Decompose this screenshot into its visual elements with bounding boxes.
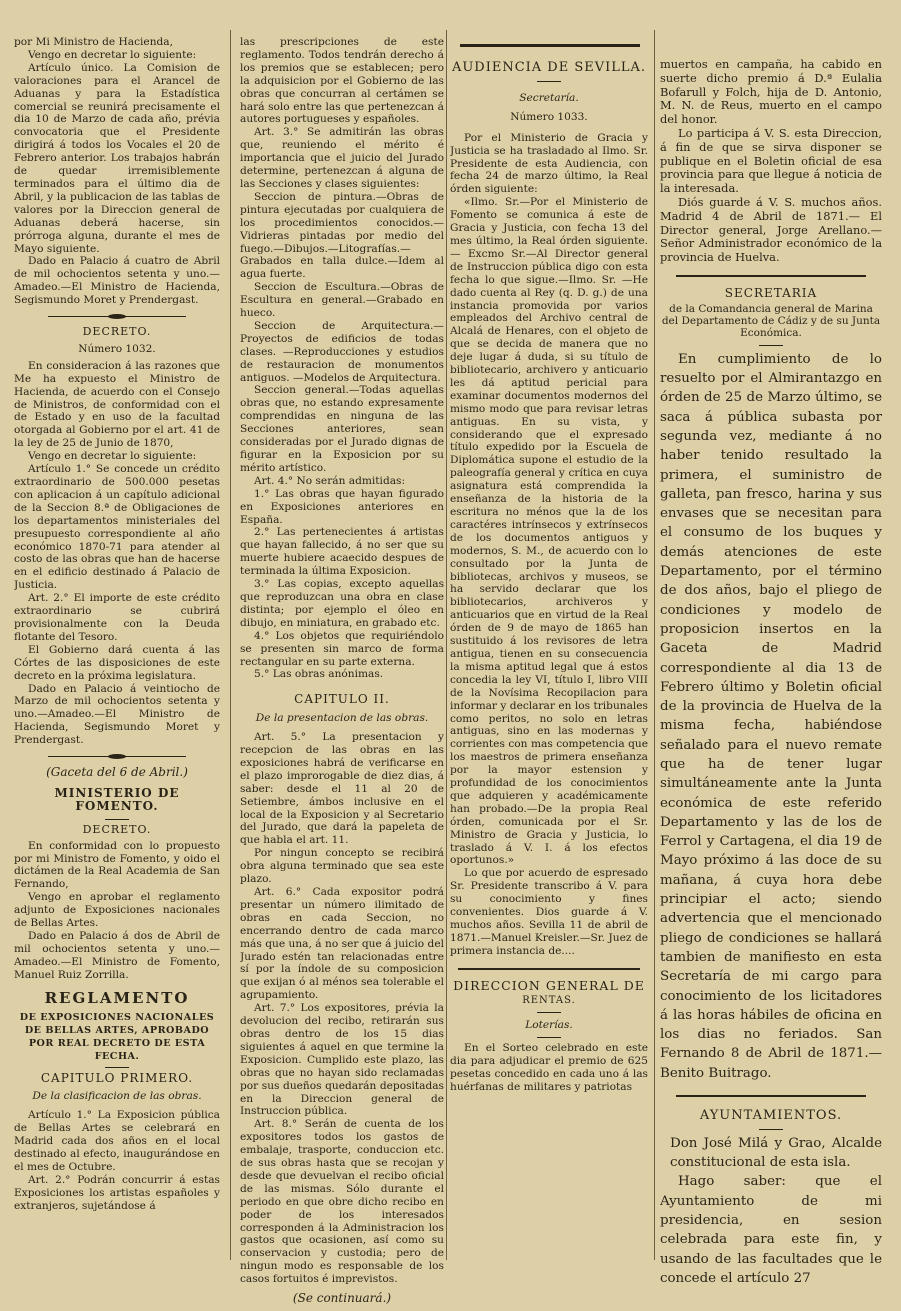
paragraph: Por ningun concepto se recibirá obra alguna terminado que sea este plazo. xyxy=(240,847,444,886)
paragraph: Vengo en aprobar el reglamento adjunto de Exposiciones nacionales de Bellas Artes. xyxy=(14,891,220,930)
paragraph: En cumplimiento de lo resuelto por el Almirantazgo en órden de 25 de Marzo último, se saca á pública subasta por segunda vez, mediante á no haber tenido resultado la primera, el suministro de galleta, pan fresco, harina y sus envases que se necesitan para el consumo de los buques y demás atenciones de este Departamento, por el término de dos años, bajo el pliego de condiciones y modelo de proposicion insertos en la Gaceta de Madrid correspondiente al dia 13 de Febrero último y Boletin oficial de la provincia de Huelva de la misma fecha, habiéndose señalado para el nuevo remate que ha de tener lugar simultáneamente ante la Junta económica de este referido Departamento y las de los de Ferrol y Cartagena, el dia 19 de Mayo próximo á las doce de su mañana, á cuya hora debe principiar el acto; siendo advertencia que el mencionado pliego de condiciones se hallará tambien de manifiesto en esta Secretaría de mi cargo para conocimiento de los licitadores á las horas hábiles de oficina en los dias no feriados. San Fernando 8 de Abril de 1871.—Benito Buitrago. xyxy=(660,351,882,1081)
paragraph: 4.° Los objetos que requiriéndolo se presenten sin marco de forma rectangular en su parte externa. xyxy=(240,629,444,668)
chapter-subheading: De la clasificacion de las obras. xyxy=(32,1090,202,1103)
chapter-heading: CAPITULO II. xyxy=(294,692,390,707)
section-heading: DECRETO. xyxy=(82,822,152,836)
decree-number: Número 1033. xyxy=(510,110,588,123)
section-rule xyxy=(676,275,866,277)
section-subheading: Loterías. xyxy=(525,1018,573,1031)
paragraph: las prescripciones de este reglamento. Todos tendrán derecho á los premios que se establecen; pero la adquisicion por el Gobierno de las obras que concurran al certámen se hará solo entre las que pertenezcan á autores portugueses y españoles. xyxy=(240,36,444,126)
paragraph: Lo participa á V. S. esta Direccion, á fin de que se sirva disponer se publique en el Boletin oficial de esa provincia para que llegue á noticia de la interesada. xyxy=(660,125,882,196)
section-rule xyxy=(458,968,640,970)
paragraph: Seccion de Arquitectura.—Proyectos de edificios de todas clases. —Reproducciones y estudios de restauracion de monumentos antiguos. —Modelos de Arquitectura. xyxy=(240,319,444,384)
paragraph: Art. 4.° No serán admitidas: xyxy=(254,474,406,487)
column-4 xyxy=(660,58,882,1288)
paragraph: Art. 5.° La presentacion y recepcion de las obras en las exposiciones habrá de verificarse en el plazo improrogable de diez dias, á saber: desde el 11 al 20 de Setiembre, ámbos inclusive en el local de la Exposicion y al Secretario del Jurado, que dará la papeleta de que habla el art. 11. xyxy=(240,731,444,847)
short-rule xyxy=(105,819,129,820)
paragraph: Art. 7.° Los expositores, prévia la devolucion del recibo, retirarán sus obras dentro de los 15 dias siguientes á aquel en que termine la Exposicion. Cumplido este plazo, las obras que no hayan sido reclamadas por sus dueños quedarán depositadas en la Direccion general de Instruccion pública. xyxy=(240,1002,444,1118)
paragraph: En conformidad con lo propuesto por mi Ministro de Fomento, y oido el dictámen de la Real Academia de San Fernando, xyxy=(14,839,220,891)
column-3 xyxy=(450,56,648,1094)
paragraph: Dado en Palacio á cuatro de Abril de mil ochocientos setenta y uno.— Amadeo.—El Ministro de Hacienda, Segismundo Moret y Prendergast. xyxy=(14,255,220,307)
paragraph: Diós guarde á V. S. muchos años. Madrid 4 de Abril de 1871.— El Director general, Jorge Arellano.—Señor Administrador económico de la provincia de Huelva. xyxy=(660,194,882,265)
section-rule xyxy=(676,1095,866,1097)
paragraph: 1.° Las obras que hayan figurado en Exposiciones anteriores en España. xyxy=(240,487,444,526)
section-heading: DIRECCION GENERAL DE xyxy=(453,977,645,993)
paragraph: Vengo en decretar lo siguiente: xyxy=(28,450,197,463)
column-1 xyxy=(14,36,220,1213)
paragraph: Por el Ministerio de Gracia y Justicia se ha trasladado al Ilmo. Sr. Presidente de esta Audiencia, con fecha 24 de marzo último, la Real órden siguiente: xyxy=(450,131,648,196)
regulation-subtitle: DE EXPOSICIONES NACIONALES DE BELLAS ARTES, APROBADO POR REAL DECRETO DE ESTA FECHA. xyxy=(19,1011,215,1062)
paragraph: Dado en Palacio á veintiocho de Marzo de mil ochocientos setenta y uno.—Amadeo.—El Ministro de Hacienda, Segismundo Moret y Prendergast. xyxy=(14,682,220,747)
column-2 xyxy=(240,36,444,1311)
paragraph: Lo que por acuerdo de espresado Sr. Presidente transcribo á V. para su conocimiento y fines convenientes. Dios guarde á V. muchos años. Sevilla 11 de abril de 1871.—Manuel Kreisler.—Sr. Juez de primera instancia de.... xyxy=(450,867,648,957)
paragraph: Don José Milá y Grao, Alcalde constitucional de esta isla. xyxy=(670,1135,882,1171)
continuation-note: (Se continuará.) xyxy=(292,1291,392,1306)
short-rule xyxy=(537,1012,561,1013)
short-rule xyxy=(759,1129,783,1130)
chapter-subheading: De la presentacion de las obras. xyxy=(255,712,429,725)
short-rule xyxy=(759,345,783,346)
section-heading: RENTAS. xyxy=(522,994,576,1006)
regulation-title: REGLAMENTO xyxy=(44,988,190,1007)
paragraph: El Gobierno dará cuenta á las Córtes de las disposiciones de este decreto en la próxima legislatura. xyxy=(14,643,220,682)
section-heading: MINISTERIO DE FOMENTO. xyxy=(54,785,180,813)
paragraph: Art. 8.° Serán de cuenta de los expositores todos los gastos de embalaje, trasporte, conduccion etc. de sus obras hasta que se recojan y desde que devuelvan el recibo oficial de las mismas. Sólo durante el periodo en que obre dicho recibo en poder de los interesados corresponden á la Administracion los gastos que ocasionen, así como su conservacion y custodia; pero de ningun modo es responsable de los casos fortuitos é imprevistos. xyxy=(240,1118,444,1286)
paragraph: Art. 2.° Podrán concurrir á estas Exposiciones los artistas españoles y extranjeros, sujetándose á xyxy=(14,1173,220,1212)
decree-number: Número 1032. xyxy=(78,342,156,355)
paragraph: 3.° Las copias, excepto aquellas que reproduzcan una obra en clase distinta; por ejemplo el óleo en dibujo, en miniatura, en grabado etc. xyxy=(240,578,444,629)
ornamental-rule xyxy=(48,756,186,757)
paragraph: Seccion de pintura.—Obras de pintura ejecutadas por cualquiera de los procedimientos conocidos.—Vidrieras pintadas por medio del fuego.—Dibujos.—Litografías.—Grabados en talla dulce.—Idem al agua fuerte. xyxy=(240,190,444,281)
source-citation: (Gaceta del 6 de Abril.) xyxy=(46,765,188,780)
paragraph: Seccion general.—Todas aquellas obras que, no estando expresamente comprendidas en ninguna de las Secciones anteriores, sean consideradas por el Jurado dignas de figurar en la Exposicion por su mérito artístico. xyxy=(240,384,444,474)
paragraph: Artículo único. La Comision de valoraciones para el Arancel de Aduanas y para la Estadística comercial se reunirá precisamente el dia 10 de Marzo de cada año, prévia convocatoria que el Presidente dirigirá á todos los Vocales el 20 de Febrero anterior. Los trabajos habrán de quedar irremisiblemente terminados para el último dia de Abril, y la publicacion de las tablas de valores por la Direccion general de Aduanas deberá hacerse, sin prórroga alguna, durante el mes de Mayo siguiente. xyxy=(14,61,220,255)
section-heading: AYUNTAMIENTOS. xyxy=(699,1108,843,1124)
paragraph: En el Sorteo celebrado en este dia para adjudicar el premio de 625 pesetas concedido en cada uno á las huérfanas de militares y patriotas xyxy=(450,1042,648,1094)
paragraph: Art. 2.° El importe de este crédito extraordinario se cubrirá provisionalmente con la Deuda flotante del Tesoro. xyxy=(14,592,220,643)
short-rule xyxy=(537,1037,561,1038)
section-subheading: Secretaría. xyxy=(519,91,579,104)
short-rule xyxy=(105,1067,129,1068)
column-divider xyxy=(654,30,655,1260)
paragraph: 5.° Las obras anónimas. xyxy=(254,668,384,681)
paragraph: Art. 6.° Cada expositor podrá presentar un número ilimitado de obras en cada Seccion, no encerrando dentro de cada marco más que una, á no ser que á juicio del Jurado estén tan relacionadas entre sí por la índole de su composicion que exijan ó al ménos sea tolerable el agrupamiento. xyxy=(240,886,444,1002)
paragraph: muertos en campaña, ha cabido en suerte dicho premio á D.ª Eulalia Bofarull y Folch, hija de D. Antonio, M. N. de Reus, muerto en el campo del honor. xyxy=(660,58,882,127)
paragraph: Artículo 1.° Se concede un crédito extraordinario de 500.000 pesetas con aplicacion á un capítulo adicional de la Seccion 8.ª de Obligaciones de los departamentos ministeriales del presupuesto correspondiente al año económico 1870-71 para atender al costo de las obras que han de hacerse en el edificio destinado á Palacio de Justicia. xyxy=(14,463,220,592)
paragraph: Hago saber: que el Ayuntamiento de mi presidencia, en sesion celebrada para este fin, y usando de las facultades que le concede el artículo 27 xyxy=(660,1174,882,1286)
section-subheading: de la Comandancia general de Marina del Departamento de Cádiz y de su Junta Económica. xyxy=(661,302,881,339)
short-rule xyxy=(537,81,561,82)
paragraph: «Ilmo. Sr.—Por el Ministerio de Fomento se comunica á este de Gracia y Justicia, con fecha 13 del mes último, la Real órden siguiente.— Excmo Sr.—Al Director general de Instruccion pública digo con esta fecha lo que sigue.—Ilmo. Sr. —He dado cuenta al Rey (q. D. g.) de una instancia promovida por varios empleados del Archivo central de Alcalá de Henares, con el objeto de que se decida de manera que no deje lugar á duda, si su título de bibliotecario, archivero y anticuario les dá aptitud pericial para examinar documentos modernos del mismo modo que para revisar letras antiguas. En su vista, y considerando que el expresado título expedido por la Escuela de Diplomática supone el estudio de la paleografía general y crítica en cuya asignatura está comprendida la enseñanza de la historia de la escritura no ménos que la de los caractéres intrínsecos y extrínsecos de los documentos antiguos y modernos, S. M., de acuerdo con lo consultado por la Junta de bibliotecas, archivos y museos, se ha servido declarar que los bibliotecarios, archiveros y anticuarios que en virtud de la Real órden de 9 de mayo de 1865 han sustituido á los revisores de letra antigua, tienen en su consecuencia la misma aptitud legal que á estos concedia la ley VI, título I, libro VIII de la Novísima Recopilacion para informar y declarar en los tribunales como peritos, no solo en letras antiguas, sino en las modernas y corrientes con mas competencia que los maestros de primera enseñanza por la mayor estension y profundidad de los conocimientos que adquieren y académicamente han probado.—De la propia Real órden, comunicada por el Sr. Ministro de Gracia y Justicia, lo traslado á V. I. á los efectos oportunos.» xyxy=(450,196,648,867)
section-heading: AUDIENCIA DE SEVILLA. xyxy=(451,60,647,75)
paragraph: Vengo en decretar lo siguiente: xyxy=(28,48,197,61)
chapter-heading: CAPITULO PRIMERO. xyxy=(40,1070,194,1085)
section-heading: SECRETARIA xyxy=(724,285,818,300)
top-rule xyxy=(460,44,640,47)
section-heading: DECRETO. xyxy=(82,325,152,339)
paragraph: En consideracion á las razones que Me ha expuesto el Ministro de Hacienda, de acuerdo con el Consejo de Ministros, de conformidad con el de Estado y en uso de la facultad otorgada al Gobierno por el art. 41 de la ley de 25 de Junio de 1870, xyxy=(14,359,220,450)
column-divider xyxy=(446,30,447,1260)
column-divider xyxy=(230,30,231,1260)
paragraph: por Mi Ministro de Hacienda, xyxy=(14,36,173,48)
paragraph: Art. 3.° Se admitirán las obras que, reuniendo el mérito é importancia que el juicio del Jurado determine, pertenezcan á alguna de las Secciones y clases siguientes: xyxy=(240,126,444,190)
ornamental-rule xyxy=(48,316,186,317)
paragraph: Seccion de Escultura.—Obras de Escultura en general.—Grabado en hueco. xyxy=(240,281,444,320)
paragraph: Artículo 1.° La Exposicion pública de Bellas Artes se celebrará en Madrid cada dos años en el local destinado al efecto, inaugurándose en el mes de Octubre. xyxy=(14,1109,220,1173)
paragraph: 2.° Las pertenecientes á artistas que hayan fallecido, á no ser que su muerte hubiere acaecido despues de terminada la última Exposicion. xyxy=(240,526,444,578)
paragraph: Dado en Palacio á dos de Abril de mil ochocientos setenta y uno.— Amadeo.—El Ministro de Fomento, Manuel Ruiz Zorrilla. xyxy=(14,930,220,981)
